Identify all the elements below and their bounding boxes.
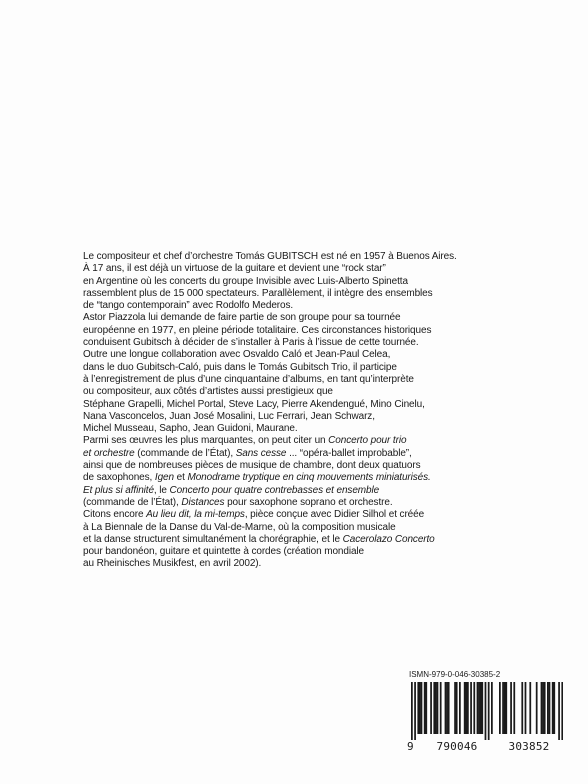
ismn-number: ISMN-979-0-046-30385-2 (409, 670, 501, 679)
barcode-bar (529, 682, 531, 734)
bio-text: pour saxophone soprano et orchestre. (224, 496, 393, 508)
bio-line (83, 263, 513, 275)
bio-text: Nana Vasconcelos, Juan José Mosalini, Luc Ferrari, Jean Schwarz, (83, 410, 375, 422)
barcode-bar (541, 682, 543, 734)
barcode-bar (542, 682, 544, 734)
bio-line (83, 497, 513, 509)
bio-line (83, 423, 513, 435)
bio-text: Stéphane Grapelli, Michel Portal, Steve Lacy, Pierre Akendengué, Mino Cinelu, (83, 398, 425, 410)
bio-line (83, 276, 513, 288)
bio-line (83, 251, 513, 263)
bio-italic-title: Au lieu dit, la mi-temps (146, 509, 245, 521)
bio-line (83, 558, 513, 570)
barcode-bar (435, 682, 437, 734)
bio-line (83, 460, 513, 472)
barcode-bar (505, 682, 507, 734)
barcode-bar (417, 682, 419, 734)
bio-line (83, 399, 513, 411)
barcode-bar (478, 682, 480, 734)
bio-text: à l’enregistrement de plus d’une cinquantaine d’albums, en tant qu’interprète (83, 373, 414, 385)
barcode-bar (502, 682, 504, 734)
bio-line (83, 325, 513, 337)
bio-text: (commande de l’État), (134, 447, 236, 459)
barcode-bar (459, 682, 461, 734)
barcode-bar (558, 682, 560, 740)
bio-line (83, 374, 513, 386)
bio-text: de saxophones, (83, 472, 155, 484)
bio-text: de “tango contemporain” avec Rodolfo Mederos. (83, 300, 294, 312)
bio-italic-title: Igen (154, 472, 174, 484)
barcode-digit-first: 9 (407, 740, 414, 753)
barcode-bar (547, 682, 549, 734)
barcode-bar (421, 682, 423, 734)
barcode-bar (470, 682, 472, 734)
bio-line (83, 288, 513, 300)
bio-italic-title: Concerto pour trio (328, 435, 407, 447)
barcode-bar (454, 682, 456, 734)
barcode-bar (525, 682, 527, 734)
bio-line (83, 435, 513, 447)
barcode-bar (485, 682, 487, 740)
barcode-bar (491, 682, 493, 734)
composer-biography (83, 251, 513, 571)
bio-text: pour bandonéon, guitare et quintette à cordes (création mondiale (83, 546, 365, 558)
barcode-bar (504, 682, 506, 734)
barcode-bar (424, 682, 426, 734)
barcode-bar (425, 682, 427, 734)
bio-line (83, 448, 513, 460)
bio-line (83, 546, 513, 558)
barcode-bar (437, 682, 439, 734)
bio-text: Parmi ses œuvres les plus marquantes, on peut citer un (83, 435, 329, 447)
barcode-bar (419, 682, 421, 734)
bio-line (83, 534, 513, 546)
barcode-bar (499, 682, 501, 734)
bio-text: Michel Musseau, Sapho, Jean Guidoni, Maurane. (83, 423, 298, 435)
bio-text: , pièce conçue avec Didier Silhol et créée (244, 509, 425, 521)
barcode-bar (544, 682, 546, 734)
bio-line (83, 472, 513, 484)
bio-italic-title: Cacerolazo Concerto (342, 533, 435, 545)
bio-text: Outre une longue collaboration avec Osvaldo Caló et Jean-Paul Celea, (83, 349, 391, 361)
barcode-bar (481, 682, 483, 734)
barcode-bar (430, 682, 432, 734)
bio-text: ... “opéra-ballet improbable”, (286, 447, 412, 459)
barcode-bar (414, 682, 416, 740)
barcode-bar (456, 682, 458, 734)
barcode-image (411, 682, 563, 740)
bio-line (83, 312, 513, 324)
bio-line (83, 411, 513, 423)
bio-text: À 17 ans, il est déjà un virtuose de la guitare et devient une “rock star” (83, 263, 386, 275)
barcode-bar (433, 682, 435, 734)
barcode-bar (513, 682, 515, 734)
barcode-bar (553, 682, 555, 734)
bio-text: ainsi que de nombreuses pièces de musique de chambre, dont deux quatuors (83, 460, 421, 472)
bio-text: en Argentine où les concerts du groupe Invisible avec Luis-Alberto Spinetta (83, 275, 408, 287)
bio-italic-title: Et plus si affinité (83, 484, 154, 496)
bio-text: à La Biennale de la Danse du Val-de-Marne, où la composition musicale (83, 521, 396, 533)
barcode-bar (411, 682, 413, 740)
bio-line (83, 386, 513, 398)
barcode-bar (521, 682, 523, 734)
barcode-bar (448, 682, 450, 734)
barcode-bar (552, 682, 554, 734)
barcode-bar (446, 682, 448, 734)
barcode-bar (510, 682, 512, 734)
bio-line (83, 300, 513, 312)
barcode-bar (477, 682, 479, 734)
barcode-bar (465, 682, 467, 734)
bio-line (83, 349, 513, 361)
bio-text: ou compositeur, aux côtés d’artistes aussi prestigieux que (83, 386, 333, 398)
bio-line (83, 509, 513, 521)
bio-text: (commande de l’État), (83, 496, 182, 508)
barcode-bar (561, 682, 563, 740)
bio-text: au Rheinisches Musikfest, en avril 2002). (83, 558, 262, 570)
barcode-bar (549, 682, 551, 734)
barcode-bar (464, 682, 466, 734)
bio-italic-title: Sans cesse (235, 447, 287, 459)
bio-italic-title: Distances (181, 496, 225, 508)
bio-text: et la danse structurent simultanément la chorégraphie, et le (83, 533, 343, 545)
bio-line (83, 485, 513, 497)
bio-text: conduisent Gubitsch à décider de s’installer à Paris à l’issue de cette tournée. (83, 337, 419, 349)
bio-italic-title: Monodrame tryptique en cinq mouvements miniaturisés. (187, 472, 431, 484)
bio-text: Le compositeur et chef d’orchestre Tomás GUBITSCH est né en 1957 à Buenos Aires. (83, 251, 457, 262)
bio-italic-title: Concerto pour quatre contrebasses et ensemble (169, 484, 380, 496)
bio-text: dans le duo Gubitsch-Caló, puis dans le Tomás Gubitsch Trio, il participe (83, 361, 397, 373)
bio-text: et (173, 472, 188, 484)
barcode-digits (407, 740, 567, 753)
barcode-bar (488, 682, 490, 740)
bio-text: rassemblent plus de 15 000 spectateurs. Parallèlement, il intègre des ensembles (83, 287, 433, 299)
barcode-bar (473, 682, 475, 734)
bio-line (83, 337, 513, 349)
barcode-bar (467, 682, 469, 734)
barcode-bar (536, 682, 538, 734)
bio-line (83, 362, 513, 374)
bio-text: , le (153, 484, 170, 496)
barcode-bar (480, 682, 482, 734)
bio-text: Citons encore (83, 509, 147, 521)
bio-text: Astor Piazzola lui demande de faire partie de son groupe pour sa tournée (83, 312, 401, 324)
barcode-digit-group-right: 303852 (508, 740, 550, 753)
bio-italic-title: et orchestre (83, 447, 135, 459)
barcode-digit-group-left: 790046 (436, 740, 478, 753)
bio-text: européenne en 1977, en pleine période totalitaire. Ces circonstances historiques (83, 324, 432, 336)
barcode-bar (445, 682, 447, 734)
barcode-bar (440, 682, 442, 734)
bio-line (83, 522, 513, 534)
